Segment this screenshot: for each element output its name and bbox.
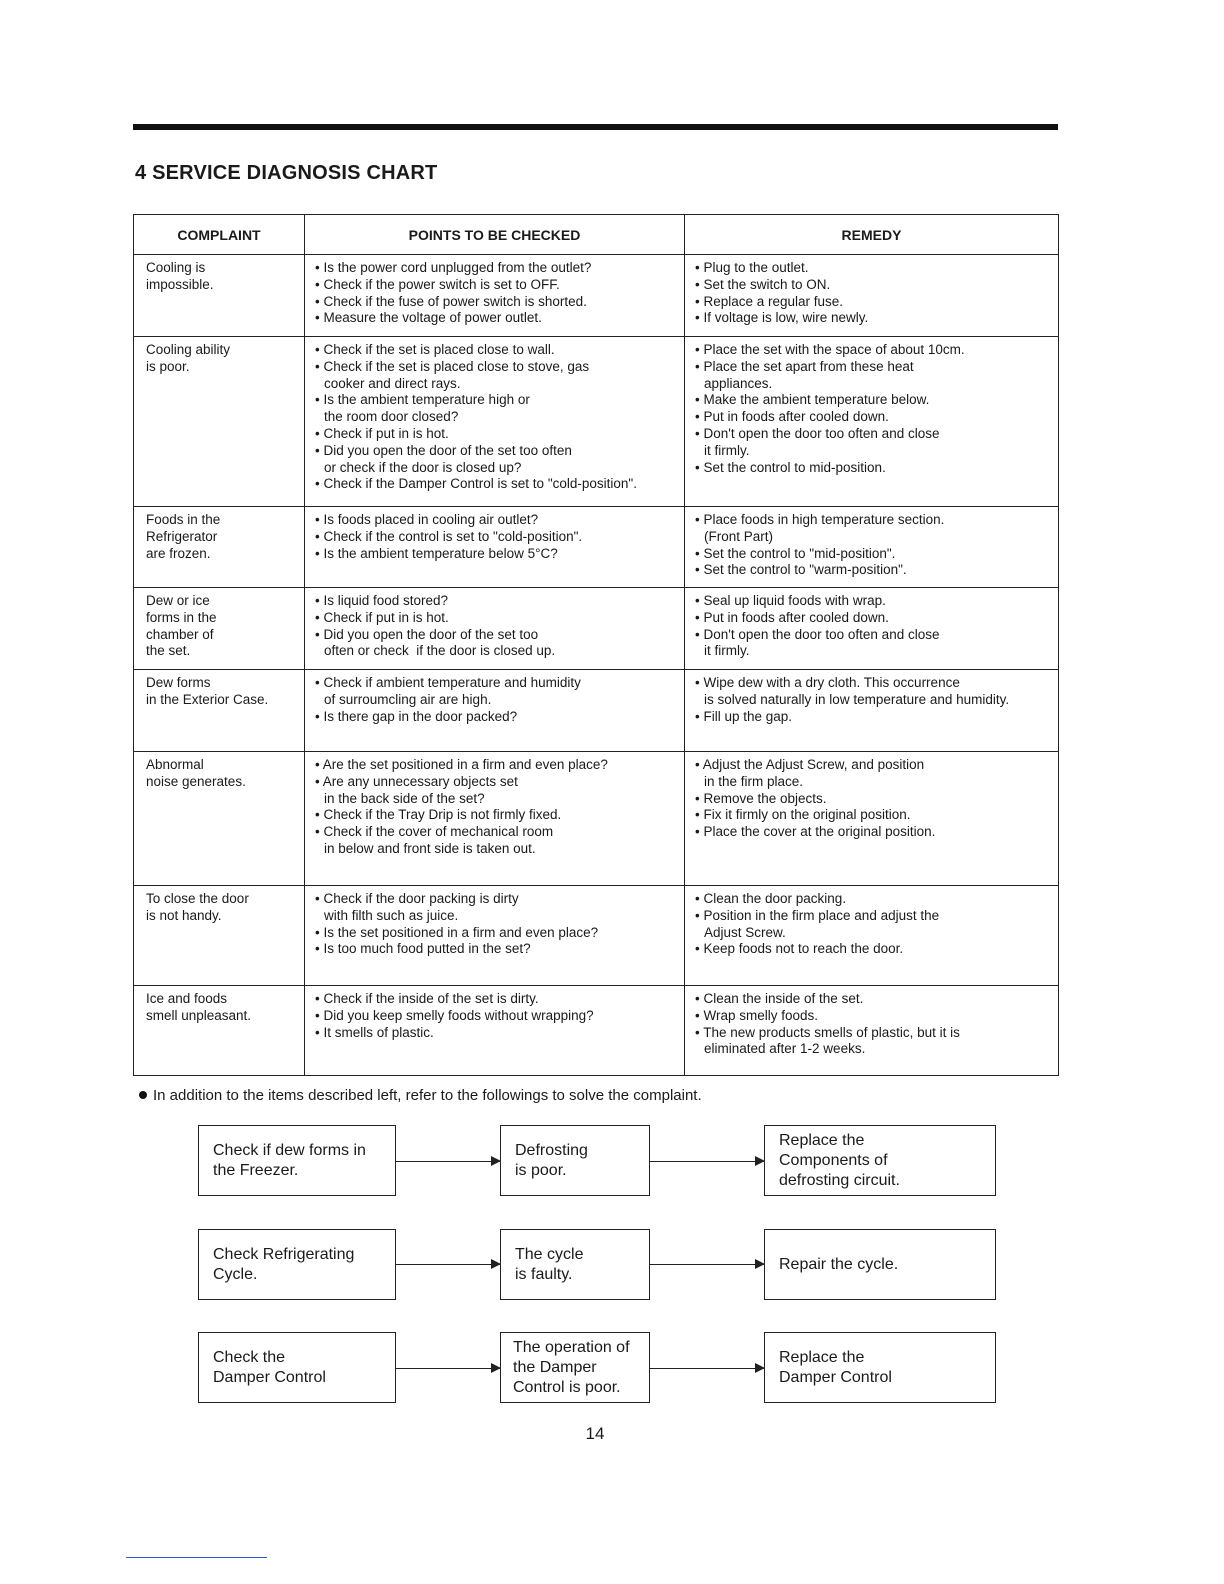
cell-line: • Are any unnecessary objects set (315, 773, 518, 789)
flow-text: defrosting circuit. (779, 1171, 900, 1189)
complaint-cell (134, 752, 305, 886)
remedy-cell (685, 507, 1059, 588)
cell-line: • It smells of plastic. (315, 1024, 434, 1040)
cell-line: smell unpleasant. (146, 1007, 252, 1023)
table-row (134, 507, 1059, 588)
cell-line: • Did you open the door of the set too (315, 626, 539, 642)
cell-line: eliminated after 1-2 weeks. (704, 1041, 866, 1057)
cell-line: • Place the set with the space of about 10cm. (695, 342, 965, 357)
cell-line: • Is the ambient temperature below 5°C? (315, 545, 558, 561)
cell-line: it firmly. (704, 643, 750, 659)
flow-text: Components of (779, 1151, 888, 1169)
flow-cause-box (500, 1125, 650, 1196)
note (139, 1087, 702, 1104)
flow-text: Check the (213, 1348, 286, 1366)
table-row (134, 886, 1059, 986)
cell-line: • Is liquid food stored? (315, 593, 449, 608)
top-rule (133, 124, 1058, 130)
cell-line: appliances. (704, 375, 773, 391)
cell-line: • Is there gap in the door packed? (315, 708, 518, 724)
table-row (134, 670, 1059, 752)
cell-line: with filth such as juice. (324, 907, 459, 923)
cell-line: • Did you open the door of the set too often (315, 442, 572, 458)
cell-line: • Fill up the gap. (695, 708, 793, 724)
cell-line: • Check if the power switch is set to OFF. (315, 276, 560, 292)
cell-line: • Check if the Damper Control is set to "cold-position". (315, 476, 637, 492)
remedy-cell (685, 752, 1059, 886)
points-cell (305, 670, 685, 752)
cell-line: • Check if the set is placed close to stove, gas (315, 358, 590, 374)
diagnosis-table (133, 214, 1059, 1076)
points-cell (305, 255, 685, 337)
cell-line: • Make the ambient temperature below. (695, 392, 930, 408)
cell-line: • Remove the objects. (695, 790, 827, 806)
page-title: 4 SERVICE DIAGNOSIS CHART (135, 162, 438, 184)
cell-line: • Clean the inside of the set. (695, 991, 864, 1006)
remedy-cell (685, 588, 1059, 670)
cell-line: • Adjust the Adjust Screw, and position (695, 757, 925, 772)
points-cell (305, 588, 685, 670)
flow-text: Repair the cycle. (779, 1255, 899, 1273)
cell-line: chamber of (146, 626, 214, 642)
cell-line: • Is too much food putted in the set? (315, 941, 531, 957)
cell-line: is not handy. (146, 907, 222, 923)
cell-line: • Check if the door packing is dirty (315, 891, 519, 906)
bullet-icon (139, 1091, 147, 1099)
cell-line: of surroumcling air are high. (324, 691, 492, 707)
arrow-icon (396, 1264, 500, 1265)
flow-check-box (198, 1229, 396, 1300)
cell-line: • Set the control to "mid-position". (695, 545, 896, 561)
cell-line: • Place the cover at the original position. (695, 824, 936, 840)
complaint-cell (134, 588, 305, 670)
flow-text: Damper Control (779, 1368, 892, 1386)
cell-line: • Is foods placed in cooling air outlet? (315, 512, 539, 527)
footer-rule (126, 1557, 267, 1558)
cell-line: • Don't open the door too often and close (695, 626, 940, 642)
cell-line: Cooling ability (146, 342, 231, 357)
cell-line: (Front Part) (704, 528, 774, 544)
cell-line: in the back side of the set? (324, 790, 485, 806)
cell-line: Ice and foods (146, 991, 228, 1006)
points-cell (305, 986, 685, 1076)
cell-line: • Clean the door packing. (695, 891, 847, 906)
cell-line: • Set the switch to ON. (695, 276, 831, 292)
cell-line: • Check if the control is set to "cold-position". (315, 528, 583, 544)
table-header-row (134, 215, 1059, 255)
remedy-cell (685, 886, 1059, 986)
complaint-cell (134, 886, 305, 986)
arrow-icon (650, 1264, 764, 1265)
cell-line: • Fix it firmly on the original position. (695, 807, 911, 823)
flow-text: Cycle. (213, 1265, 258, 1283)
cell-line: Foods in the (146, 512, 221, 527)
cell-line: • Check if the inside of the set is dirty. (315, 991, 539, 1006)
cell-line: • Check if put in is hot. (315, 609, 449, 625)
flow-text: The cycle (515, 1245, 584, 1263)
cell-line: • Is the power cord unplugged from the outlet? (315, 260, 592, 275)
flow-text: Replace the (779, 1348, 865, 1366)
flow-text: the Damper (513, 1358, 597, 1376)
points-cell (305, 886, 685, 986)
cell-line: forms in the (146, 609, 217, 625)
cell-line: • The new products smells of plastic, but it is (695, 1024, 960, 1040)
flow-text: is poor. (515, 1161, 567, 1179)
flow-fix-box (764, 1125, 996, 1196)
flow-text: the Freezer. (213, 1161, 299, 1179)
cell-line: • Don't open the door too often and close (695, 425, 940, 441)
cell-line: • Seal up liquid foods with wrap. (695, 593, 886, 608)
cell-line: Adjust Screw. (704, 924, 786, 940)
cell-line: the set. (146, 643, 191, 659)
header-remedy: REMEDY (685, 215, 1059, 255)
cell-line: • Keep foods not to reach the door. (695, 941, 904, 957)
points-cell (305, 507, 685, 588)
flow-check-box (198, 1332, 396, 1403)
arrow-icon (396, 1161, 500, 1162)
cell-line: • Position in the firm place and adjust the (695, 907, 940, 923)
arrow-icon (650, 1161, 764, 1162)
points-cell (305, 752, 685, 886)
flow-text: is faulty. (515, 1265, 573, 1283)
cell-line: • Check if put in is hot. (315, 425, 449, 441)
cell-line: • Place foods in high temperature section. (695, 512, 945, 527)
table-row (134, 752, 1059, 886)
header-complaint: COMPLAINT (134, 215, 305, 255)
arrow-icon (396, 1368, 500, 1369)
cell-line: cooker and direct rays. (324, 375, 461, 391)
table-row (134, 255, 1059, 337)
cell-line: are frozen. (146, 545, 211, 561)
cell-line: • Replace a regular fuse. (695, 293, 844, 309)
remedy-cell (685, 670, 1059, 752)
cell-line: is solved naturally in low temperature and humidity. (704, 691, 1010, 707)
flow-text: Control is poor. (513, 1378, 621, 1396)
cell-line: in the firm place. (704, 773, 804, 789)
cell-line: • Is the set positioned in a firm and even place? (315, 924, 599, 940)
remedy-cell (685, 255, 1059, 337)
cell-line: • If voltage is low, wire newly. (695, 310, 869, 326)
cell-line: • Measure the voltage of power outlet. (315, 310, 542, 326)
cell-line: • Wipe dew with a dry cloth. This occurrence (695, 675, 960, 690)
cell-line: • Set the control to mid-position. (695, 459, 886, 475)
cell-line: often or check if the door is closed up. (324, 643, 556, 659)
arrow-icon (650, 1368, 764, 1369)
remedy-cell (685, 337, 1059, 507)
cell-line: • Check if the set is placed close to wall. (315, 342, 555, 357)
cell-line: impossible. (146, 276, 214, 292)
flow-text: Damper Control (213, 1368, 326, 1386)
cell-line: • Is the ambient temperature high or (315, 392, 530, 408)
cell-line: Dew or ice (146, 593, 210, 608)
cell-line: Refrigerator (146, 528, 218, 544)
table-row (134, 986, 1059, 1076)
cell-line: it firmly. (704, 442, 750, 458)
flow-check-box (198, 1125, 396, 1196)
cell-line: Abnormal (146, 757, 204, 772)
cell-line: • Are the set positioned in a firm and even place? (315, 757, 608, 772)
cell-line: noise generates. (146, 773, 246, 789)
cell-line: Dew forms (146, 675, 211, 690)
table-row (134, 588, 1059, 670)
flow-text: Check Refrigerating (213, 1245, 355, 1263)
cell-line: • Plug to the outlet. (695, 260, 809, 275)
flow-fix-box (764, 1229, 996, 1300)
cell-line: the room door closed? (324, 409, 459, 425)
flow-text: Defrosting (515, 1141, 588, 1159)
flow-text: The operation of (513, 1338, 630, 1356)
flow-cause-box (500, 1332, 650, 1403)
cell-line: in below and front side is taken out. (324, 840, 536, 856)
flow-cause-box (500, 1229, 650, 1300)
flow-text: Replace the (779, 1131, 865, 1149)
points-cell (305, 337, 685, 507)
header-points: POINTS TO BE CHECKED (305, 215, 685, 255)
cell-line: or check if the door is closed up? (324, 459, 522, 475)
cell-line: • Put in foods after cooled down. (695, 409, 889, 425)
cell-line: • Place the set apart from these heat (695, 358, 914, 374)
cell-line: • Put in foods after cooled down. (695, 609, 889, 625)
note-text: In addition to the items described left, refer to the followings to solve the complaint. (153, 1087, 702, 1104)
cell-line: • Check if the fuse of power switch is shorted. (315, 293, 587, 309)
flow-text: Check if dew forms in (213, 1141, 366, 1159)
table-row (134, 337, 1059, 507)
flow-fix-box (764, 1332, 996, 1403)
cell-line: in the Exterior Case. (146, 691, 269, 707)
cell-line: is poor. (146, 358, 190, 374)
cell-line: • Did you keep smelly foods without wrapping? (315, 1007, 594, 1023)
cell-line: • Check if ambient temperature and humidity (315, 675, 581, 690)
cell-line: • Check if the cover of mechanical room (315, 824, 554, 840)
cell-line: • Wrap smelly foods. (695, 1007, 819, 1023)
cell-line: • Check if the Tray Drip is not firmly fixed. (315, 807, 562, 823)
complaint-cell (134, 670, 305, 752)
cell-line: To close the door (146, 891, 249, 906)
complaint-cell (134, 337, 305, 507)
cell-line: • Set the control to "warm-position". (695, 562, 907, 578)
page-number: 14 (585, 1424, 605, 1443)
remedy-cell (685, 986, 1059, 1076)
complaint-cell (134, 986, 305, 1076)
complaint-cell (134, 507, 305, 588)
complaint-cell (134, 255, 305, 337)
cell-line: Cooling is (146, 260, 206, 275)
